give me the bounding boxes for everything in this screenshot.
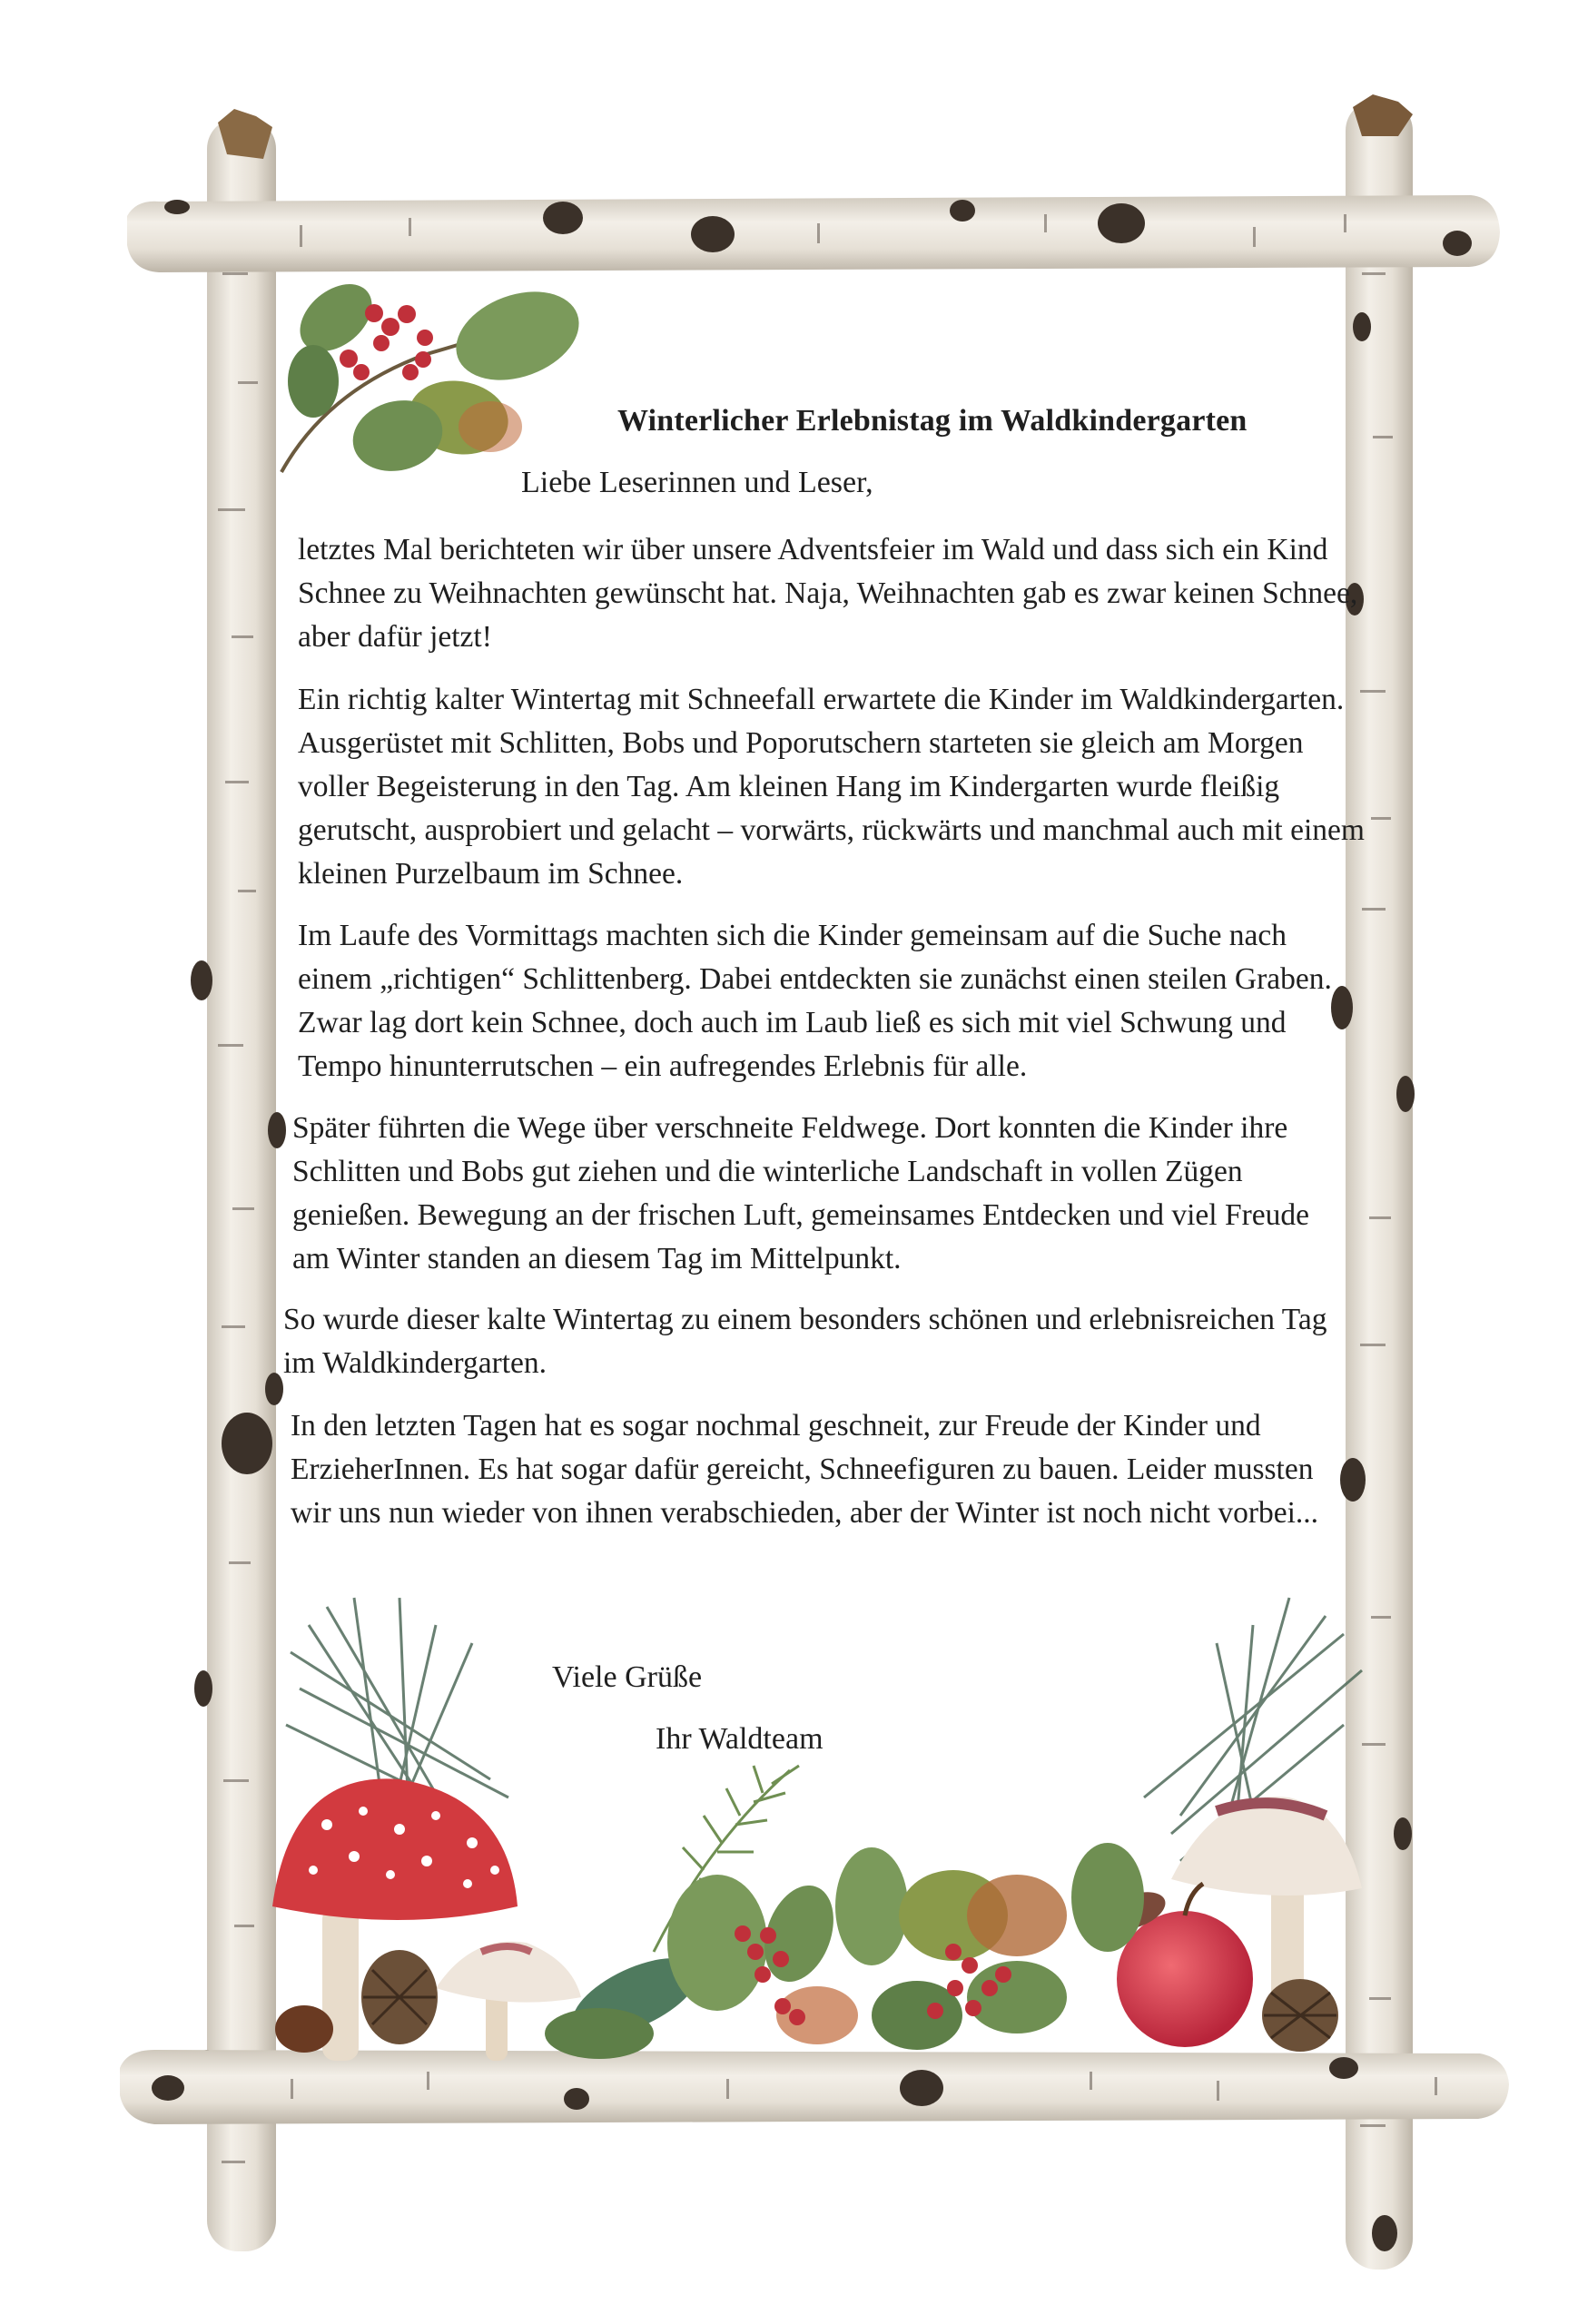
paragraph: Ein richtig kalter Wintertag mit Schneefall erwartete die Kinder im Waldkindergarten. Ausgerüstet mit Schlitten, Bobs und Poporutschern starteten sie gleich am Morgen voller Begeisterung in den Tag. Am kleinen Hang im Kindergarten wurde fleißig gerutscht, ausprobiert und gelacht – vorwärts, rückwärts und manchmal auch mit einem kleinen Purzelbaum im Schnee. <box>298 683 1365 891</box>
paragraph: In den letzten Tagen hat es sogar nochmal geschneit, zur Freude der Kinder und ErzieherInnen. Es hat sogar dafür gereicht, Schneefiguren zu bauen. Leider mussten wir uns nun wieder von ihnen verabschieden, aber der Winter ist noch nicht vorbei... <box>291 1409 1319 1530</box>
closing-text: Viele Grüße <box>552 1660 703 1694</box>
signature: Ihr Waldteam <box>656 1722 824 1756</box>
paragraph: So wurde dieser kalte Wintertag zu einem besonders schönen und erlebnisreichen Tag im Waldkindergarten. <box>283 1303 1327 1380</box>
paragraph: Im Laufe des Vormittags machten sich die Kinder gemeinsam auf die Suche nach einem „richtigen“ Schlittenberg. Dabei entdeckten sie zunächst einen steilen Graben. Zwar lag dort kein Schnee, doch auch im Laub ließ es sich mit viel Schwung und Tempo hinunterrutschen – ein aufregendes Erlebnis für alle. <box>298 919 1332 1083</box>
paragraph: Später führten die Wege über verschneite Feldwege. Dort konnten die Kinder ihre Schlitten und Bobs gut ziehen und die winterliche Landschaft in vollen Zügen genießen. Bewegung an der frischen Luft, gemeinsames Entdecken und viel Freude am Winter standen an diesem Tag im Mittelpunkt. <box>292 1111 1310 1275</box>
letter-greeting: Liebe Leserinnen und Leser, <box>521 466 873 499</box>
paragraph: letztes Mal berichteten wir über unsere Adventsfeier im Wald und dass sich ein Kind Schnee zu Weihnachten gewünscht hat. Naja, Weihnachten gab es zwar keinen Schnee, aber dafür jetzt! <box>298 533 1358 654</box>
letter-title: Winterlicher Erlebnistag im Waldkindergarten <box>617 404 1248 438</box>
